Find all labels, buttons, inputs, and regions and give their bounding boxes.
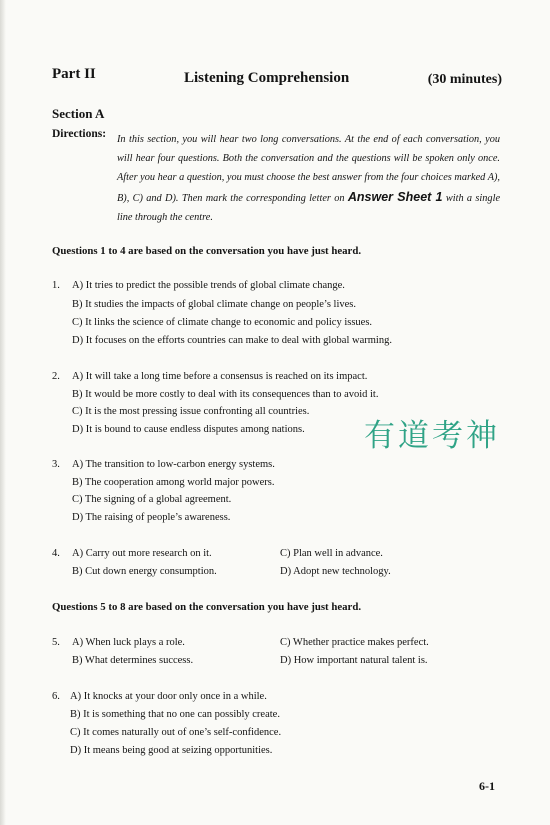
option-3d: D) The raising of people’s awareness. [72,512,231,523]
directions-tail: with a single line through the centre. [117,192,501,223]
page-title: Listening Comprehension [184,70,350,86]
option-5d: D) How important natural talent is. [280,655,428,666]
page-edge-shadow [0,0,6,825]
directions-text [117,130,500,227]
option-4b: B) Cut down energy consumption. [72,566,217,577]
option-2c: C) It is the most pressing issue confronting all countries. [72,406,310,417]
directions-label: Directions: [52,128,107,140]
directions-body: In this section, you will hear two long conversations. At the end of each conversation, you will hear four questions. Both the conversation and the questions will be spoken only once. After you hear a question, you must choose the best answer from the four choices marked A), B), C) and D). Then mark the corresponding letter on [117,134,500,204]
option-3a: A) The transition to low-carbon energy systems. [72,459,275,470]
watermark-logo: 有道考神 [364,418,500,454]
option-3c: C) The signing of a global agreement. [72,494,232,505]
option-5b: B) What determines success. [72,655,194,666]
option-6b: B) It is something that no one can possibly create. [70,709,280,720]
question-number: 4. [52,548,60,559]
question-number: 3. [52,459,60,470]
group-heading-1: Questions 1 to 4 are based on the conversation you have just heard. [52,245,362,257]
question-number: 2. [52,371,60,382]
option-6c: C) It comes naturally out of one’s self-confidence. [70,727,282,738]
option-3b: B) The cooperation among world major powers. [72,477,275,488]
question-number: 5. [52,637,60,648]
question-number: 1. [52,280,60,291]
option-2a: A) It will take a long time before a consensus is reached on its impact. [72,371,368,382]
option-6a: A) It knocks at your door only once in a while. [70,691,267,702]
section-heading: Section A [52,106,105,121]
part-label: Part II [52,66,96,82]
option-2b: B) It would be more costly to deal with its consequences than to avoid it. [72,389,379,400]
option-1b: B) It studies the impacts of global climate change on people’s lives. [72,299,357,310]
question-number: 6. [52,691,60,702]
option-2d: D) It is bound to cause endless disputes among nations. [72,424,305,435]
group-heading-2: Questions 5 to 8 are based on the conversation you have just heard. [52,601,362,613]
option-1c: C) It links the science of climate change to economic and policy issues. [72,317,373,328]
option-6d: D) It means being good at seizing opportunities. [70,745,273,756]
option-5a: A) When luck plays a role. [72,637,185,648]
answer-sheet-label: Answer Sheet 1 [347,189,443,204]
option-4c: C) Plan well in advance. [280,548,383,559]
option-4a: A) Carry out more research on it. [72,548,212,559]
option-1d: D) It focuses on the efforts countries can make to deal with global warming. [72,335,392,346]
option-4d: D) Adopt new technology. [280,566,391,577]
option-1a: A) It tries to predict the possible trends of global climate change. [72,280,345,291]
duration-label: (30 minutes) [427,72,502,87]
page-header [52,66,502,88]
page-number: 6-1 [479,779,495,793]
option-5c: C) Whether practice makes perfect. [280,637,429,648]
